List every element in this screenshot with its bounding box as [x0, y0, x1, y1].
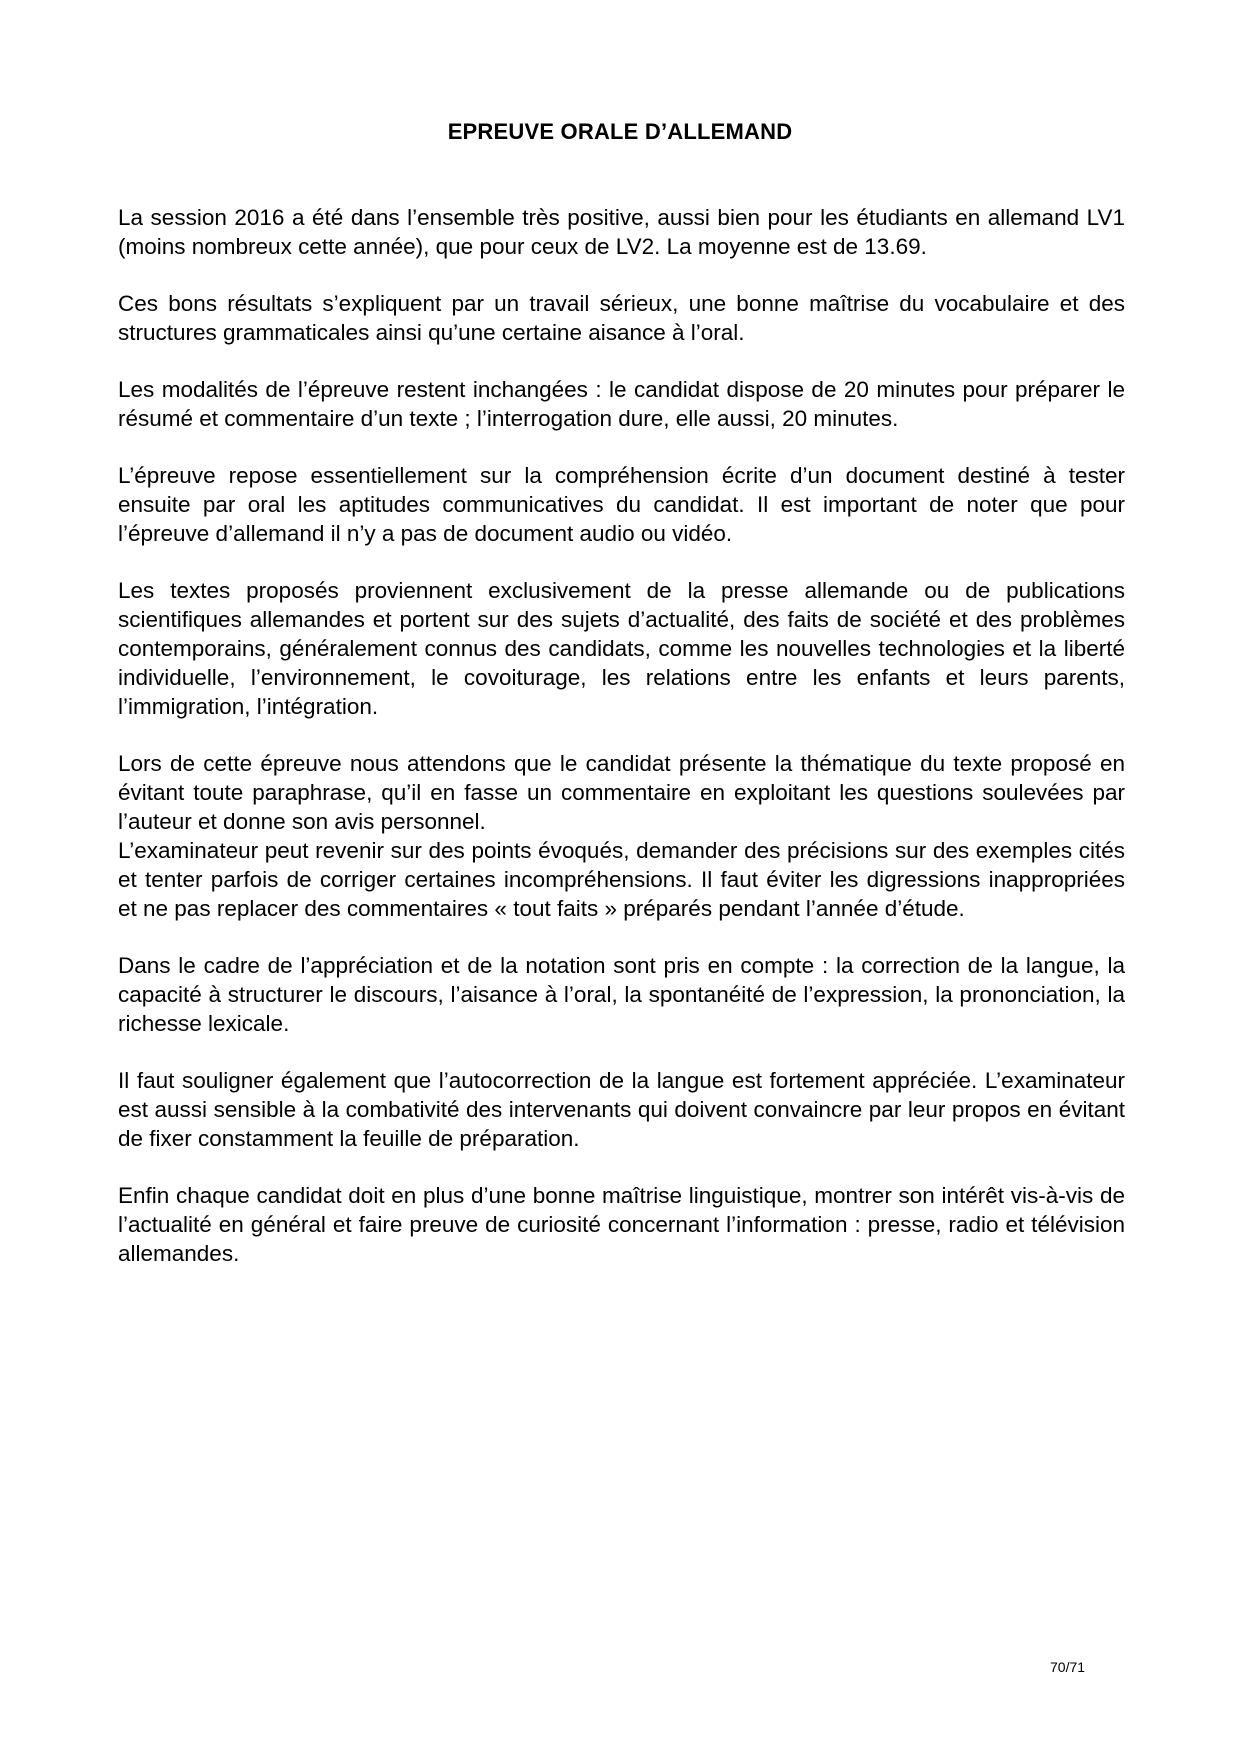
- paragraph-examiner: L’examinateur peut revenir sur des points évoqués, demander des précisions sur des exemples cités et tenter parfois de corriger certaines incompréhensions. Il faut éviter les digressions inappropriées et ne pas replacer des commentaires « tout faits » préparés pendant l’année d’étude.: [118, 838, 1125, 921]
- paragraph-expectations: Lors de cette épreuve nous attendons que le candidat présente la thématique du texte proposé en évitant toute paraphrase, qu’il en fasse un commentaire en exploitant les questions soulevées par l’auteur et donne son avis personnel.: [118, 751, 1125, 834]
- paragraph-exam-modalities: Les modalités de l’épreuve restent inchangées : le candidat dispose de 20 minutes pour préparer le résumé et commentaire d’un texte ; l’interrogation dure, elle aussi, 20 minutes.: [118, 377, 1125, 431]
- paragraph-conclusion: Enfin chaque candidat doit en plus d’une bonne maîtrise linguistique, montrer son intérêt vis-à-vis de l’actualité en général et faire preuve de curiosité concernant l’information : presse, radio et télévision allemandes.: [118, 1183, 1125, 1266]
- page-title: EPREUVE ORALE D’ALLEMAND: [447, 119, 793, 144]
- paragraph-good-results: Ces bons résultats s’expliquent par un travail sérieux, une bonne maîtrise du vocabulaire et des structures grammaticales ainsi qu’une certaine aisance à l’oral.: [118, 291, 1125, 345]
- page-number: 70/71: [1050, 1659, 1086, 1675]
- document-body: [118, 203, 1125, 1296]
- paragraph-grading-criteria: Dans le cadre de l’appréciation et de la notation sont pris en compte : la correction de la langue, la capacité à structurer le discours, l’aisance à l’oral, la spontanéité de l’expression, la prononciation, la richesse lexicale.: [118, 953, 1125, 1036]
- paragraph-exam-basis: L’épreuve repose essentiellement sur la compréhension écrite d’un document destiné à tester ensuite par oral les aptitudes communicatives du candidat. Il est important de noter que pour l’épreuve d’allemand il n’y a pas de document audio ou vidéo.: [118, 463, 1125, 546]
- paragraph-session-results: La session 2016 a été dans l’ensemble très positive, aussi bien pour les étudiants en allemand LV1 (moins nombreux cette année), que pour ceux de LV2. La moyenne est de 13.69.: [118, 205, 1125, 259]
- paragraph-proposed-texts: Les textes proposés proviennent exclusivement de la presse allemande ou de publications scientifiques allemandes et portent sur des sujets d’actualité, des faits de société et des problèmes contemporains, généralement connus des candidats, comme les nouvelles technologies et la liberté individuelle, l’environnement, le covoiturage, les relations entre les enfants et leurs parents, l’immigration, l’intégration.: [118, 578, 1125, 719]
- paragraph-autocorrection: Il faut souligner également que l’autocorrection de la langue est fortement appréciée. L’examinateur est aussi sensible à la combativité des intervenants qui doivent convaincre par leur propos en évitant de fixer constamment la feuille de préparation.: [118, 1068, 1125, 1151]
